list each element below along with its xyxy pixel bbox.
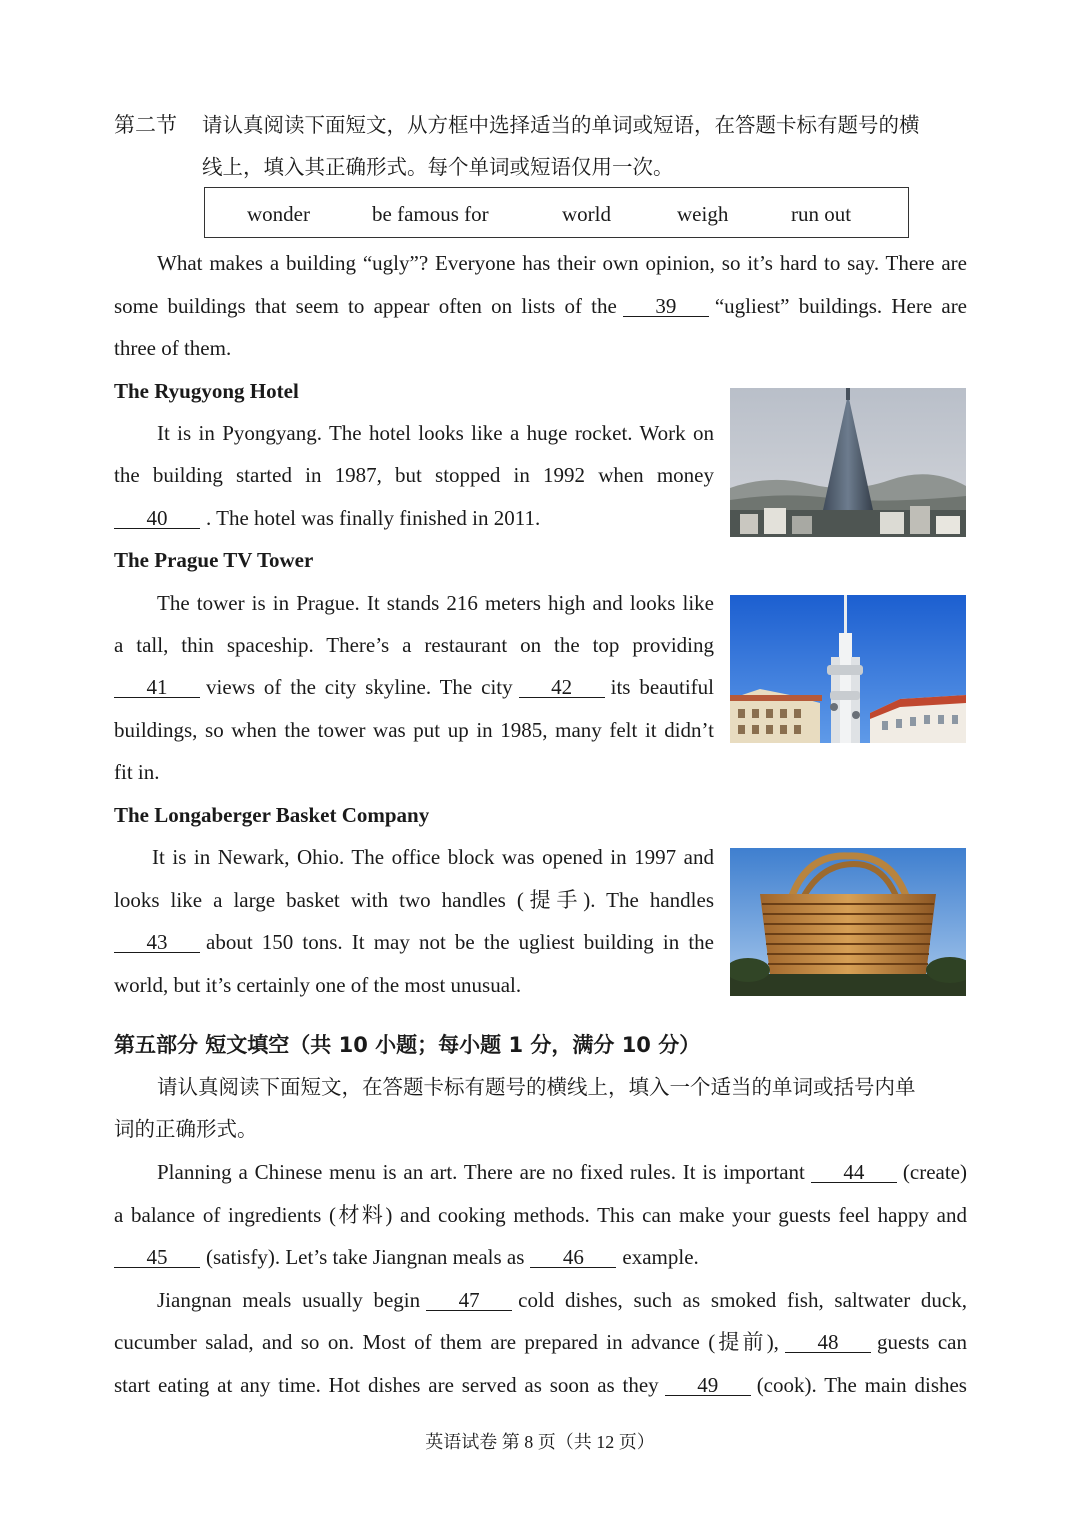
part5-text: Planning a Chinese menu is an art. There are no fixed rules. It is important (157, 1160, 805, 1184)
longaberger-line3 (114, 930, 714, 954)
word-bank-item: wonder (247, 202, 310, 226)
blank-39: 39 (623, 296, 709, 317)
part5-text: start eating at any time. Hot dishes are served as soon as they (114, 1373, 659, 1397)
word-bank-item: run out (791, 202, 852, 226)
part5-text: cucumber salad, and so on. Most of them are prepared in advance (提前), (114, 1330, 779, 1354)
ryugyong-line2: the building started in 1987, but stopped in 1992 when money (114, 463, 714, 487)
blank-44: 44 (811, 1162, 897, 1183)
longaberger-line2: looks like a large basket with two handles (提手). The handles (114, 888, 714, 912)
part5-p1-line3 (114, 1245, 699, 1269)
longaberger-basket-image (730, 848, 966, 996)
section2-instruction-line1: 请认真阅读下面短文，从方框中选择适当的单词或短语，在答题卡标有题号的横 (202, 113, 920, 137)
page-footer: 英语试卷 第 8 页（共 12 页） (425, 1432, 655, 1452)
part5-text: example. (622, 1245, 699, 1269)
part5-instruction-line2: 词的正确形式。 (114, 1117, 258, 1141)
part5-text: guests can (876, 1330, 967, 1354)
blank-40: 40 (114, 508, 200, 529)
longaberger-line4: world, but it’s certainly one of the most unusual. (114, 973, 522, 997)
ryugyong-hotel-image (730, 388, 966, 537)
word-bank-item: be famous for (372, 202, 489, 226)
ryugyong-line3 (114, 506, 540, 530)
ryugyong-line3-text: . The hotel was finally finished in 2011. (206, 506, 541, 530)
prague-line5: fit in. (114, 760, 160, 784)
intro-line1: What makes a building “ugly”? Everyone has their own opinion, so it’s hard to say. There are (157, 251, 967, 275)
longaberger-basket-photo (730, 848, 966, 996)
blank-46: 46 (530, 1247, 616, 1268)
ryugyong-hotel-photo (730, 388, 966, 537)
blank-49: 49 (665, 1375, 751, 1396)
blank-47: 47 (426, 1290, 512, 1311)
section2-instruction-line2: 线上，填入其正确形式。每个单词或短语仅用一次。 (202, 155, 674, 179)
word-bank-box (204, 187, 909, 238)
ryugyong-line1: It is in Pyongyang. The hotel looks like a huge rocket. Work on (157, 421, 714, 445)
part5-text: (cook). The main dishes (756, 1373, 967, 1397)
part5-p2-line2 (114, 1330, 967, 1354)
part5-text: Jiangnan meals usually begin (157, 1288, 421, 1312)
intro-line2-text: “ugliest” buildings. Here are (714, 294, 968, 318)
prague-tv-tower-photo (730, 595, 966, 743)
part5-text: (create) (902, 1160, 967, 1184)
ryugyong-title: The Ryugyong Hotel (114, 379, 299, 403)
prague-line1: The tower is in Prague. It stands 216 meters high and looks like (157, 591, 714, 615)
intro-line3: three of them. (114, 336, 232, 360)
word-bank-item: weigh (677, 202, 729, 226)
section-label (114, 113, 177, 137)
blank-48: 48 (785, 1332, 871, 1353)
blank-41: 41 (114, 677, 200, 698)
part5-p1-line2: a balance of ingredients (材料) and cooking methods. This can make your guests feel happy and (114, 1203, 967, 1227)
part5-p1-line1 (157, 1160, 967, 1184)
prague-line2: a tall, thin spaceship. There’s a restaurant on the top providing (114, 633, 714, 657)
part5-instruction-line1: 请认真阅读下面短文，在答题卡标有题号的横线上，填入一个适当的单词或括号内单 (157, 1075, 916, 1099)
longaberger-line1: It is in Newark, Ohio. The office block was opened in 1997 and (152, 845, 714, 869)
part5-text: cold dishes, such as smoked fish, saltwater duck, (518, 1288, 968, 1312)
prague-line4: buildings, so when the tower was put up in 1985, many felt it didn’t (114, 718, 714, 742)
prague-line3-text: views of the city skyline. The city (206, 675, 513, 699)
intro-line2-text: some buildings that seem to appear often on lists of the (114, 294, 617, 318)
part5-p2-line1 (157, 1288, 967, 1312)
blank-43: 43 (114, 932, 200, 953)
blank-42: 42 (519, 677, 605, 698)
part5-heading: 第五部分 短文填空（共 10 小题；每小题 1 分，满分 10 分） (114, 1033, 701, 1057)
prague-title: The Prague TV Tower (114, 548, 314, 572)
word-bank-item: world (562, 202, 611, 226)
part5-p2-line3 (114, 1373, 967, 1397)
blank-45: 45 (114, 1247, 200, 1268)
section-label-text: 第二节 (114, 113, 177, 137)
longaberger-line3-text: about 150 tons. It may not be the ugliest building in the (206, 930, 714, 954)
prague-tv-tower-image (730, 595, 966, 743)
prague-line3 (114, 675, 714, 699)
intro-line2 (114, 294, 967, 318)
part5-text: (satisfy). Let’s take Jiangnan meals as (206, 1245, 525, 1269)
longaberger-title: The Longaberger Basket Company (114, 803, 430, 827)
prague-line3-text: its beautiful (610, 675, 714, 699)
